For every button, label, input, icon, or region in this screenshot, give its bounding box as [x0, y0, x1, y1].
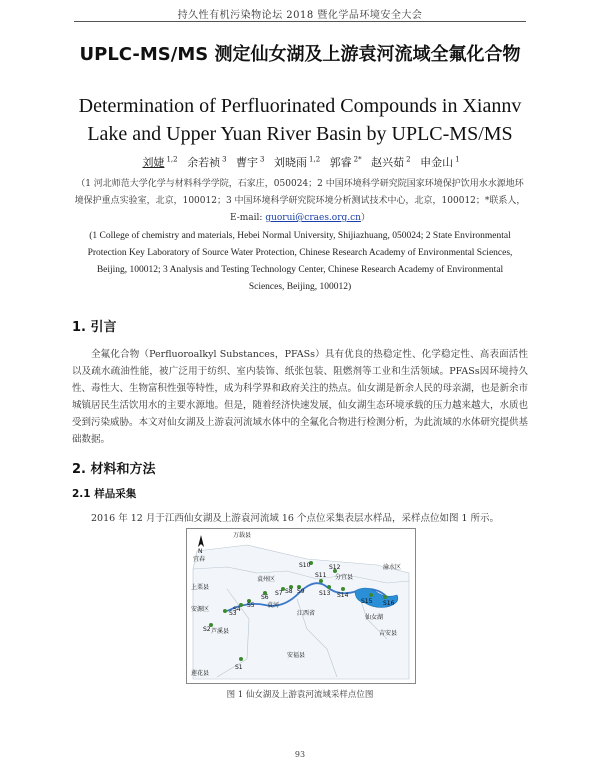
page-number: 93 [294, 750, 306, 759]
affiliation-chinese: （1 河北师范大学化学与材料科学学院，石家庄，050024；2 中国环境科学研究院国家环境保护饮用水水源地环境保护重点实验室，北京，100012；3 中国环境科学研究院环境分析测试技术中心，北京，100012；*联系人，E-mail: guorui@craes.org.cn） [74, 179, 526, 223]
introduction-paragraph: 全氟化合物（Perfluoroalkyl Substances，PFASs）具有优良的热稳定性、化学稳定性、高表面活性以及疏水疏油性能，被广泛用于纺织、室内装饰、纸张包装、阻燃剂等工业和生活领域。PFASs因环境持久性、毒性大、生物富积性强等特性，成为科学界和政府关注的热点。仙女湖是新余人民的母亲湖，也是新余市城镇居民生活饮用水的主要水源地。但是，随着经济快速发展，仙女湖生态环境承载的压力越来越大，水质也受到污染威胁。本文对仙女湖及上游袁河流域水体中的全氟化合物进行检测分析，为此流域的水体研究提供基础数据。 [72, 349, 529, 445]
svg-text:S4: S4 [233, 606, 241, 613]
county-label: 仙女湖 [365, 614, 384, 621]
svg-text:S8: S8 [285, 588, 293, 595]
author: 郭睿 $^{2*}$ [329, 155, 362, 169]
county-label: 安源区 [191, 606, 210, 613]
svg-text:S12: S12 [329, 564, 341, 571]
county-label: 渝水区 [383, 564, 402, 571]
section-heading-methods: 2. 材料和方法 [72, 462, 156, 477]
county-label: 分宜县 [335, 574, 354, 581]
figure-caption: 图 1 仙女湖及上游袁河流域采样点位图 [226, 690, 374, 700]
county-label: 安福县 [287, 652, 306, 659]
svg-text:S10: S10 [299, 562, 311, 569]
county-label: 上栗县 [191, 584, 210, 591]
county-label: 芦溪县 [211, 628, 230, 635]
svg-text:S9: S9 [297, 588, 305, 595]
sampling-paragraph: 2016 年 12 月于江西仙女湖及上游袁河流域 16 个点位采集表层水样品，采样点位如图 1 所示。 [91, 513, 500, 524]
county-label: 万载县 [233, 532, 252, 539]
subsection-heading-sampling: 2.1 样品采集 [72, 488, 137, 500]
author-list [0, 154, 600, 170]
county-label: 袁河 [267, 602, 280, 609]
county-label: 袁州区 [257, 576, 276, 583]
svg-text:S11: S11 [315, 572, 327, 579]
svg-text:S2: S2 [203, 626, 211, 633]
author: 刘晓雨 $^{1,2}$ [274, 155, 321, 169]
svg-text:S3: S3 [229, 610, 237, 617]
header-rule [74, 21, 526, 22]
svg-text:N: N [198, 548, 203, 555]
county-label: 宜春 [193, 556, 206, 563]
svg-text:S16: S16 [383, 600, 395, 607]
title-english: Determination of Perfluorinated Compounds in Xiannv Lake and Upper Yuan River Basin by UPLC-MS/MS [78, 95, 522, 145]
title-chinese: UPLC-MS/MS 测定仙女湖及上游袁河流域全氟化合物 [79, 44, 521, 65]
county-label: 莲花县 [191, 670, 210, 677]
section-heading-introduction: 1. 引言 [72, 320, 117, 335]
running-header: 持久性有机污染物论坛 2018 暨化学品环境安全大会 [177, 10, 423, 21]
author: 刘婕 $^{1,2}$ [142, 155, 178, 169]
sampling-site-map [186, 528, 416, 684]
svg-text:S7: S7 [275, 590, 283, 597]
map-figure [187, 529, 415, 683]
svg-text:S13: S13 [319, 590, 331, 597]
svg-text:S15: S15 [361, 598, 373, 605]
author: 余若祯 $^3$ [187, 155, 227, 169]
svg-text:S14: S14 [337, 592, 349, 599]
author: 申金山 $^1$ [420, 155, 460, 169]
svg-text:S1: S1 [235, 664, 243, 671]
author: 曹宇 $^3$ [236, 155, 265, 169]
affiliation-english: (1 College of chemistry and materials, Hebei Normal University, Shijiazhuang, 050024; 2 State Environmental Protection Key Laboratory of Source Water Protection, Chinese Research Academy of Environmental Sciences, Beijing, 100012; 3 Analysis and Testing Technology Center, Chinese Research Academy of Environmental Sciences, Beijing, 100012) [87, 231, 513, 292]
svg-text:S6: S6 [261, 594, 269, 601]
email-link[interactable]: guorui@craes.org.cn [265, 213, 361, 223]
svg-text:S5: S5 [247, 602, 255, 609]
county-label: 吉安县 [379, 630, 398, 637]
county-label: 江西省 [297, 610, 316, 617]
author: 赵兴茹 $^2$ [371, 155, 411, 169]
